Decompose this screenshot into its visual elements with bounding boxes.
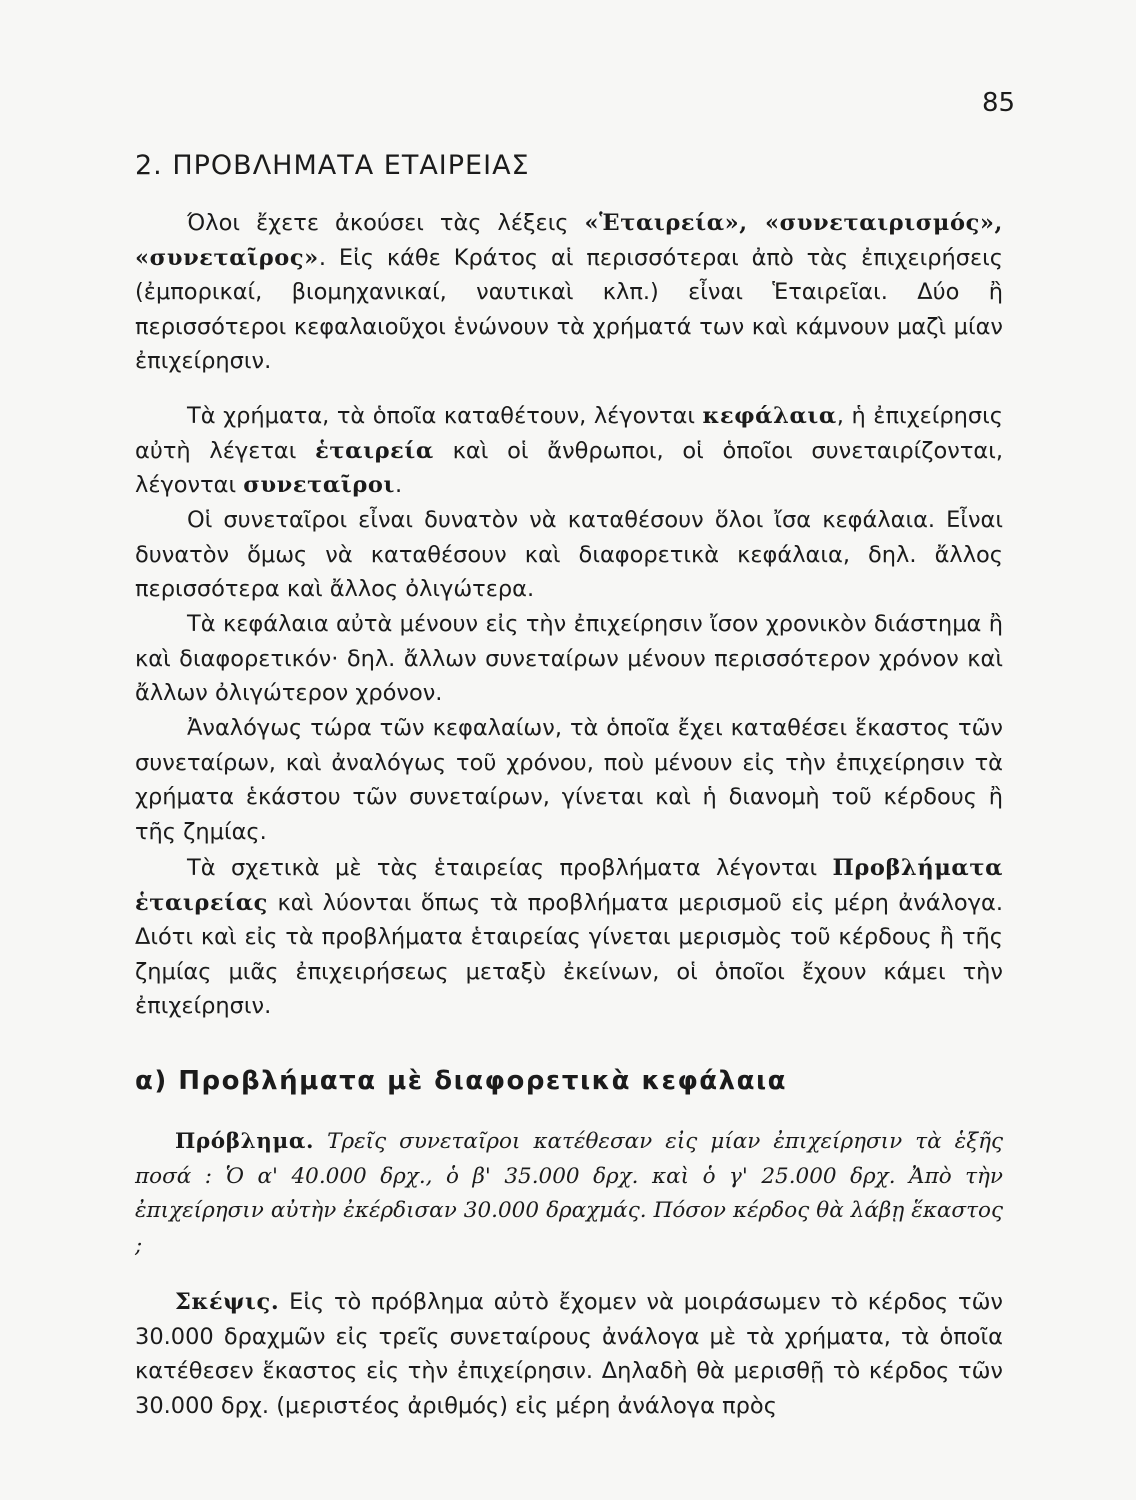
paragraph-1 <box>135 206 1003 379</box>
paragraph-2-text-d: . <box>394 472 403 499</box>
term-problems-of-company: Προβλήματα ἑταιρείας <box>135 855 1003 916</box>
paragraph-4: Τὰ κεφάλαια αὐτὰ μένουν εἰς τὴν ἐπιχείρησιν ἴσον χρονικὸν διάστημα ἢ καὶ διαφορετικόν· δηλ. ἄλλων συνεταίρων μένουν περισσότερον χρόνον καὶ ἄλλων ὀλιγώτερον χρόνον. <box>135 611 1003 707</box>
paragraph-1-text-b: . Εἰς κάθε Κράτος αἱ περισσότεραι ἀπὸ τὰς ἐπιχειρήσεις (ἐμπορικαί, βιομηχανικαί, ναυτικαὶ κλπ.) εἶναι Ἑταιρεῖαι. Δύο ἢ περισσότεροι κεφαλαιοῦχοι ἑνώνουν τὰ χρήματά των καὶ κάμνουν μαζὶ μίαν ἐπιχείρησιν. <box>135 244 1003 375</box>
paragraph-3: Οἱ συνεταῖροι εἶναι δυνατὸν νὰ καταθέσουν ὅλοι ἴσα κεφάλαια. Εἶναι δυνατὸν ὅμως νὰ καταθέσουν καὶ διαφορετικὰ κεφάλαια, δηλ. ἄλλος περισσότερα καὶ ἄλλος ὀλιγώτερα. <box>135 507 1003 603</box>
term-synetairoi: συνεταῖροι <box>243 472 395 499</box>
section-heading: α) Προβλήματα μὲ διαφορετικὰ κεφάλαια <box>135 1066 787 1096</box>
paragraph-1-text-a: Όλοι ἔχετε ἀκούσει τὰς λέξεις <box>187 210 585 236</box>
thought-label: Σκέψις. <box>175 1289 280 1315</box>
paragraph-2-text-b: , ἡ ἐπιχείρησις αὐτὴ λέγεται <box>135 403 1003 464</box>
paragraph-5: Ἀναλόγως τώρα τῶν κεφαλαίων, τὰ ὁποῖα ἔχει καταθέσει ἕκαστος τῶν συνεταίρων, καὶ ἀναλόγως τοῦ χρόνου, ποὺ μένουν εἰς τὴν ἐπιχείρησιν τὰ χρήματα ἑκάστου τῶν συνεταίρων, γίνεται καὶ ἡ διανομὴ τοῦ κέρδους ἢ τῆς ζημίας. <box>135 715 1003 845</box>
paragraph-6-text-b: καὶ λύονται ὅπως τὰ προβλήματα μερισμοῦ εἰς μέρη ἀνάλογα. Διότι καὶ εἰς τὰ προβλήματα ἑταιρείας γίνεται μερισμὸς τοῦ κέρδους ἢ τῆς ζημίας μιᾶς ἐπιχειρήσεως μεταξὺ ἐκείνων, οἱ ὁποῖοι ἔχουν κάμει τὴν ἐπιχείρησιν. <box>135 889 1003 1020</box>
paragraph-1-bold-terms: «Ἑταιρεία», «συνεταιρισμός», «συνεταῖρος» <box>135 210 1003 271</box>
term-kefalaia: κεφάλαια <box>702 403 837 429</box>
paragraph-6 <box>135 851 1003 1024</box>
problem-text: Τρεῖς συνεταῖροι κατέθεσαν εἰς μίαν ἐπιχείρησιν τὰ ἑξῆς ποσά : Ὁ α' 40.000 δρχ., ὁ β' 35.000 δρχ. καὶ ὁ γ' 25.000 δρχ. Ἀπὸ τὴν ἐπιχείρησιν αὐτὴν ἐκέρδισαν 30.000 δραχμάς. Πόσον κέρδος θὰ λάβῃ ἕκαστος ; <box>135 1129 1003 1258</box>
page-number: 85 <box>982 88 1016 118</box>
problem-label: Πρόβλημα. <box>175 1129 315 1154</box>
term-etaireia: ἑταιρεία <box>315 437 434 464</box>
problem-statement <box>135 1125 1003 1263</box>
thought-paragraph <box>135 1285 1003 1423</box>
paragraph-2 <box>135 399 1003 503</box>
chapter-title: 2. ΠΡΟΒΛΗΜΑΤΑ ΕΤΑΙΡΕΙΑΣ <box>135 150 530 181</box>
paragraph-2-text-c: καὶ οἱ ἄνθρωποι, οἱ ὁποῖοι συνεταιρίζονται, λέγονται <box>135 437 1003 499</box>
paragraph-2-text-a: Τὰ χρήματα, τὰ ὁποῖα καταθέτουν, λέγονται <box>187 403 703 429</box>
paragraph-6-text-a: Τὰ σχετικὰ μὲ τὰς ἑταιρείας προβλήματα λέγονται <box>187 855 833 881</box>
thought-text: Εἰς τὸ πρόβλημα αὐτὸ ἔχομεν νὰ μοιράσωμεν τὸ κέρδος τῶν 30.000 δραχμῶν εἰς τρεῖς συνεταίρους ἀνάλογα μὲ τὰ χρήματα, τὰ ὁποῖα κατέθεσεν ἕκαστος εἰς τὴν ἐπιχείρησιν. Δηλαδὴ θὰ μερισθῇ τὸ κέρδος τῶν 30.000 δρχ. (μεριστέος ἀριθμός) εἰς μέρη ἀνάλογα πρὸς <box>135 1289 1003 1419</box>
